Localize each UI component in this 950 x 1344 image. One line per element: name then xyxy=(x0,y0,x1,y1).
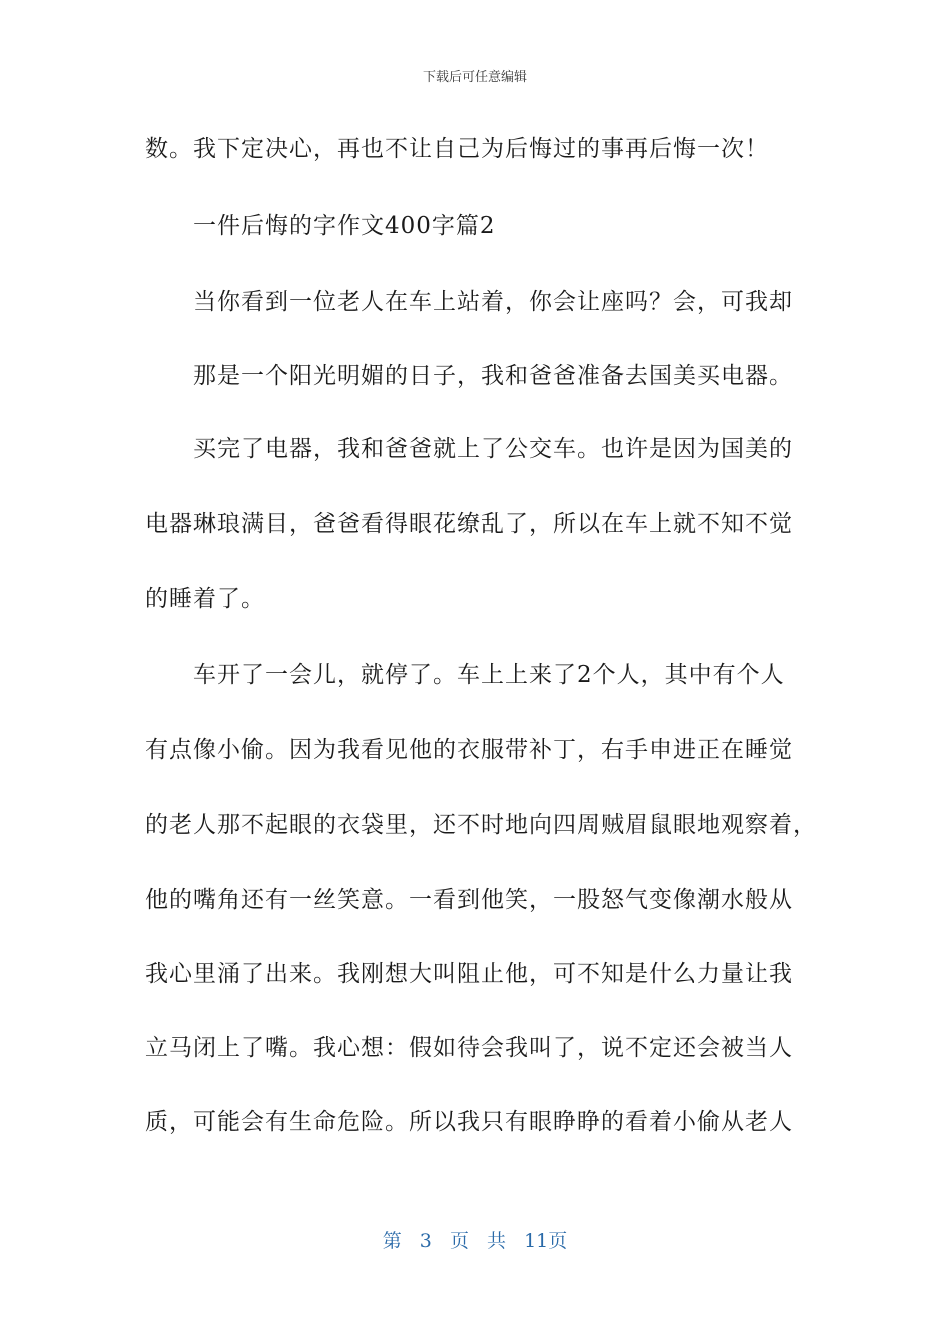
footer-label-di: 第 xyxy=(382,1230,402,1252)
text-line: 车开了一会儿，就停了。车上上来了2个人，其中有个人 xyxy=(193,662,785,688)
section-heading: 一件后悔的字作文400字篇2 xyxy=(193,213,496,239)
page-header: 下载后可任意编辑 xyxy=(422,70,527,85)
text-line: 质，可能会有生命危险。所以我只有眼睁睁的看着小偷从老人 xyxy=(145,1109,793,1135)
text-line: 那是一个阳光明媚的日子，我和爸爸准备去国美买电器。 xyxy=(193,363,793,389)
text-line: 数。我下定决心，再也不让自己为后悔过的事再后悔一次！ xyxy=(145,136,769,162)
footer-label-ye: 页 xyxy=(449,1230,469,1252)
text-line: 的睡着了。 xyxy=(145,586,265,612)
footer-total-pages: 11页 xyxy=(524,1230,568,1252)
text-line: 他的嘴角还有一丝笑意。一看到他笑，一股怒气变像潮水般从 xyxy=(145,887,793,913)
text-line: 有点像小偷。因为我看见他的衣服带补丁，右手申进正在睡觉 xyxy=(145,737,793,763)
text-line: 电器琳琅满目，爸爸看得眼花缭乱了，所以在车上就不知不觉 xyxy=(145,511,793,537)
footer-label-gong: 共 xyxy=(487,1230,507,1252)
page-footer xyxy=(0,1226,950,1253)
text-line: 我心里涌了出来。我刚想大叫阻止他，可不知是什么力量让我 xyxy=(145,961,793,987)
footer-current-page: 3 xyxy=(419,1230,432,1252)
text-line: 当你看到一位老人在车上站着，你会让座吗？会，可我却 xyxy=(193,289,793,315)
text-line: 立马闭上了嘴。我心想：假如待会我叫了，说不定还会被当人 xyxy=(145,1035,793,1061)
text-line: 的老人那不起眼的衣袋里，还不时地向四周贼眉鼠眼地观察着， xyxy=(145,812,817,838)
text-line: 买完了电器，我和爸爸就上了公交车。也许是因为国美的 xyxy=(193,436,793,462)
